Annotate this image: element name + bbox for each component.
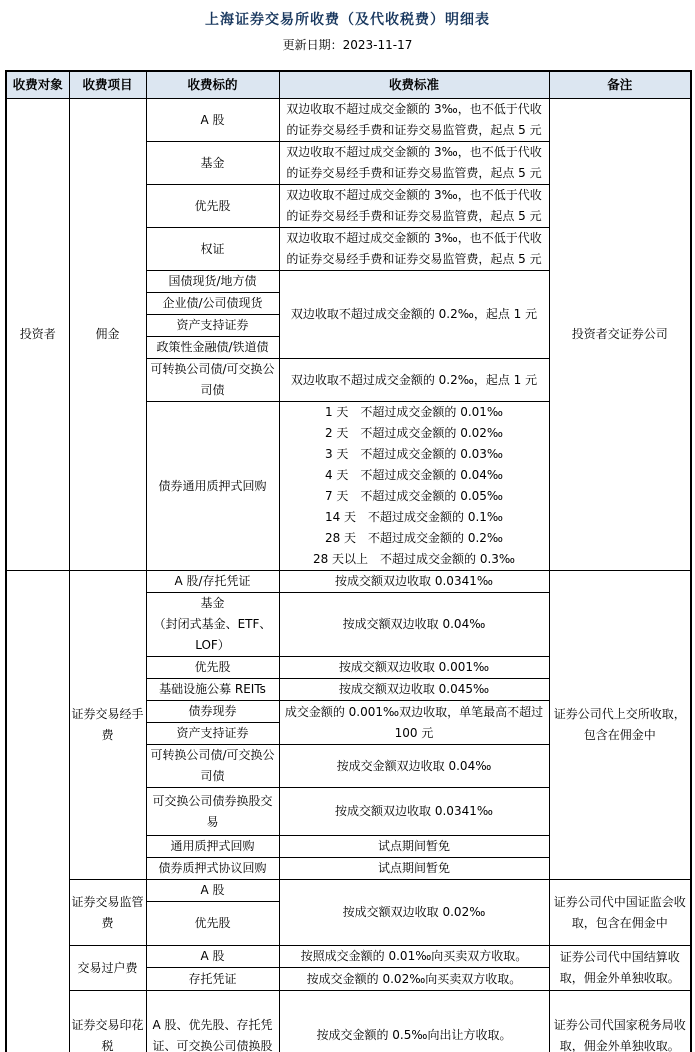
repo-rate-3d: 3 天 不超过成交金额的 0.03‰ [324, 447, 504, 461]
target-a-share-reg: A 股 [146, 880, 279, 902]
target-preferred: 优先股 [146, 185, 279, 228]
repo-rate-14d: 14 天 不超过成交金额的 0.1‰ [324, 510, 504, 524]
table-row [6, 880, 691, 902]
target-abs: 资产支持证券 [146, 315, 279, 337]
repo-rate-2d: 2 天 不超过成交金额的 0.02‰ [324, 426, 504, 440]
std-regulatory: 按成交额双边收取 0.02‰ [279, 880, 549, 946]
std-stamp-tax: 按成交金额的 0.5‰向出让方收取。 [279, 991, 549, 1052]
header-remark: 备注 [549, 71, 691, 99]
fee-table [5, 70, 692, 1052]
target-repo: 债券通用质押式回购 [146, 402, 279, 571]
target-convertible: 可转换公司债/可交换公司债 [146, 359, 279, 402]
target-pledge-agreement-repo: 债券质押式协议回购 [146, 858, 279, 880]
std-convertible: 双边收取不超过成交金额的 0.2‰，起点 1 元 [279, 359, 549, 402]
target-a-share-dr: A 股/存托凭证 [146, 571, 279, 593]
std-pledge-agreement-repo: 试点期间暂免 [279, 858, 549, 880]
target-general-repo: 通用质押式回购 [146, 836, 279, 858]
page-title: 上海证券交易所收费（及代收税费）明细表 [205, 12, 490, 28]
table-row [6, 571, 691, 593]
target-convertible-hf: 可转换公司债/可交换公司债 [146, 745, 279, 788]
std-warrant: 双边收取不超过成交金额的 3‰，也不低于代收的证券交易经手费和证券交易监管费，起点 5 元 [279, 228, 549, 271]
target-stamp-tax: A 股、优先股、存托凭证、可交换公司债换股 [146, 991, 279, 1052]
repo-rate-4d: 4 天 不超过成交金额的 0.04‰ [324, 468, 504, 482]
target-fund-etf-lof [146, 593, 279, 657]
std-bond-group: 双边收取不超过成交金额的 0.2‰，起点 1 元 [279, 271, 549, 359]
target-reits: 基础设施公募 REITs [146, 679, 279, 701]
remark-transfer-fee: 证券公司代中国结算收取，佣金外单独收取。 [549, 946, 691, 991]
item-handling-fee: 证券交易经手费 [69, 571, 146, 880]
payer-cell-empty [6, 571, 69, 1052]
std-a-share-dr: 按成交额双边收取 0.0341‰ [279, 571, 549, 593]
repo-rate-1d: 1 天 不超过成交金额的 0.01‰ [324, 405, 504, 419]
target-fund-line: 基金 [200, 596, 225, 610]
target-warrant: 权证 [146, 228, 279, 271]
remark-regulatory-fee: 证券公司代中国证监会收取，包含在佣金中 [549, 880, 691, 946]
update-date: 更新日期：2023-11-17 [282, 38, 413, 52]
remark-handling-fee: 证券公司代上交所收取，包含在佣金中 [549, 571, 691, 880]
remark-commission: 投资者交证券公司 [549, 99, 691, 571]
std-bond-cash: 成交金额的 0.001‰双边收取，单笔最高不超过100 元 [279, 701, 549, 745]
table-row [6, 946, 691, 968]
item-stamp-tax: 证券交易印花税 [69, 991, 146, 1052]
item-commission: 佣金 [69, 99, 146, 571]
target-abs-hf: 资产支持证券 [146, 723, 279, 745]
payer-cell: 投资者 [6, 99, 69, 571]
std-general-repo: 试点期间暂免 [279, 836, 549, 858]
std-reits: 按成交额双边收取 0.045‰ [279, 679, 549, 701]
target-a-share: A 股 [146, 99, 279, 142]
table-row [6, 991, 691, 1052]
target-policy-bond: 政策性金融债/铁道债 [146, 337, 279, 359]
std-preferred: 双边收取不超过成交金额的 3‰，也不低于代收的证券交易经手费和证券交易监管费，起点 5 元 [279, 185, 549, 228]
item-transfer-fee: 交易过户费 [69, 946, 146, 991]
header-target: 收费标的 [146, 71, 279, 99]
header-standard: 收费标准 [279, 71, 549, 99]
std-fund-etf-lof: 按成交额双边收取 0.04‰ [279, 593, 549, 657]
repo-rate-28d-plus: 28 天以上 不超过成交金额的 0.3‰ [312, 552, 516, 566]
target-exchange-swap: 可交换公司债券换股交易 [146, 788, 279, 836]
table-row [6, 99, 691, 142]
std-repo [279, 402, 549, 571]
target-a-share-transfer: A 股 [146, 946, 279, 968]
std-exchange-swap: 按成交额双边收取 0.0341‰ [279, 788, 549, 836]
header-payer: 收费对象 [6, 71, 69, 99]
std-a-share: 双边收取不超过成交金额的 3‰，也不低于代收的证券交易经手费和证券交易监管费，起点 5 元 [279, 99, 549, 142]
repo-rate-28d: 28 天 不超过成交金额的 0.2‰ [324, 531, 504, 545]
remark-stamp-tax: 证券公司代国家税务局收取，佣金外单独收取。 [549, 991, 691, 1052]
target-bond-cash: 债券现券 [146, 701, 279, 723]
target-fund-detail-line: （封闭式基金、ETF、LOF） [153, 617, 272, 652]
header-row [6, 71, 691, 99]
std-preferred-hf: 按成交额双边收取 0.001‰ [279, 657, 549, 679]
target-preferred-hf: 优先股 [146, 657, 279, 679]
target-fund: 基金 [146, 142, 279, 185]
target-dr-transfer: 存托凭证 [146, 968, 279, 991]
std-fund: 双边收取不超过成交金额的 3‰，也不低于代收的证券交易经手费和证券交易监管费，起点 5 元 [279, 142, 549, 185]
std-convertible-hf: 按成交金额双边收取 0.04‰ [279, 745, 549, 788]
target-corp-bond: 企业债/公司债现货 [146, 293, 279, 315]
header-item: 收费项目 [69, 71, 146, 99]
repo-rate-7d: 7 天 不超过成交金额的 0.05‰ [324, 489, 504, 503]
target-preferred-reg: 优先股 [146, 902, 279, 946]
std-dr-transfer: 按成交金额的 0.02‰向买卖双方收取。 [279, 968, 549, 991]
target-gov-bond: 国债现货/地方债 [146, 271, 279, 293]
std-a-share-transfer: 按照成交金额的 0.01‰向买卖双方收取。 [279, 946, 549, 968]
item-regulatory-fee: 证券交易监管费 [69, 880, 146, 946]
